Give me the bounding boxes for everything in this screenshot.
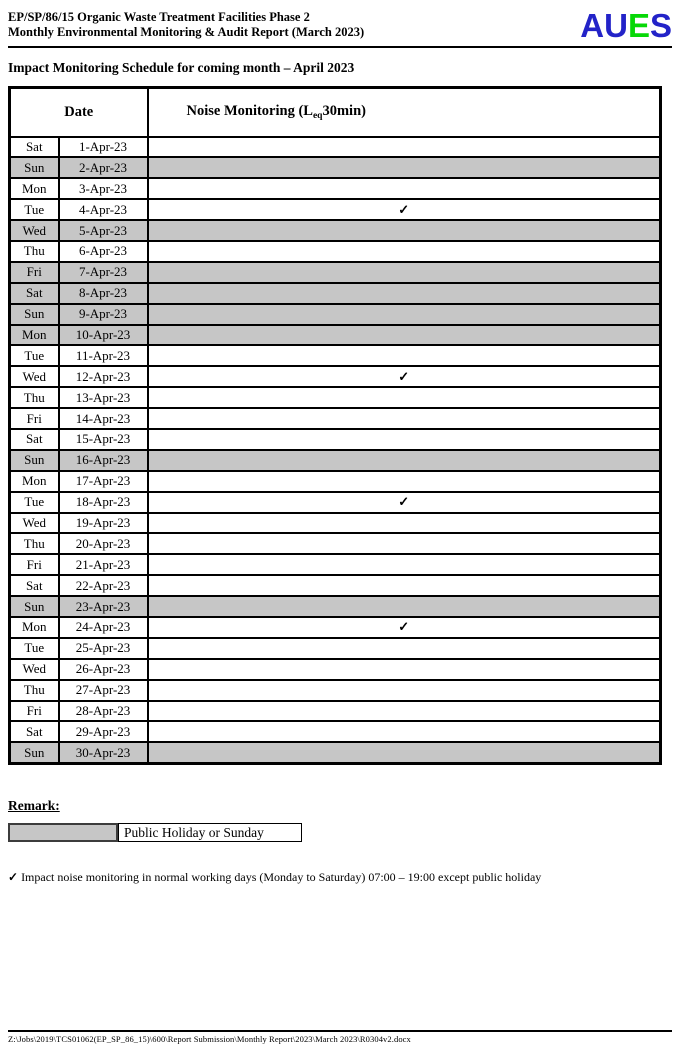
day-cell: Tue [10,345,59,366]
table-row [10,178,661,199]
table-row [10,513,661,534]
noise-cell [148,283,661,304]
table-row [10,220,661,241]
table-row [10,408,661,429]
remark-heading: Remark: [8,797,60,813]
date-cell: 15-Apr-23 [59,429,148,450]
day-cell: Sat [10,137,59,158]
date-cell: 10-Apr-23 [59,325,148,346]
noise-cell [148,554,661,575]
report-header-line2: Monthly Environmental Monitoring & Audit Report (March 2023) [8,25,365,39]
day-cell: Wed [10,513,59,534]
noise-column-header [148,88,661,137]
noise-cell [148,659,661,680]
day-cell: Mon [10,617,59,638]
table-row [10,304,661,325]
day-cell: Sun [10,157,59,178]
logo-letter: A [580,7,605,44]
date-cell: 12-Apr-23 [59,366,148,387]
noise-cell [148,742,661,763]
file-path: Z:\Jobs\2019\TCS01062(EP_SP_86_15)\600\Report Submission\Monthly Report\2023\March 2023\R0304v2.docx [8,1034,411,1044]
table-row [10,429,661,450]
table-row [10,241,661,262]
legend [8,823,672,842]
aues-logo [580,9,672,42]
noise-header-suffix: 30min) [322,103,366,120]
date-cell: 8-Apr-23 [59,283,148,304]
date-cell: 25-Apr-23 [59,638,148,659]
report-header-line1: EP/SP/86/15 Organic Waste Treatment Facilities Phase 2 [8,10,310,24]
day-cell: Mon [10,325,59,346]
date-cell: 2-Apr-23 [59,157,148,178]
date-cell: 18-Apr-23 [59,492,148,513]
date-cell: 5-Apr-23 [59,220,148,241]
date-cell: 9-Apr-23 [59,304,148,325]
day-cell: Fri [10,408,59,429]
noise-cell [148,241,661,262]
day-cell: Thu [10,680,59,701]
day-cell: Thu [10,241,59,262]
table-row [10,533,661,554]
page-title: Impact Monitoring Schedule for coming month – April 2023 [8,60,355,75]
table-row [10,680,661,701]
date-cell: 29-Apr-23 [59,721,148,742]
day-cell: Wed [10,659,59,680]
date-cell: 17-Apr-23 [59,471,148,492]
noise-cell [148,429,661,450]
table-row [10,157,661,178]
table-row [10,554,661,575]
checkmark-icon: ✓ [398,619,410,635]
noise-cell [148,450,661,471]
date-cell: 27-Apr-23 [59,680,148,701]
noise-cell [148,366,661,387]
date-cell: 7-Apr-23 [59,262,148,283]
noise-cell [148,575,661,596]
noise-header-prefix: Noise Monitoring (L [186,103,313,120]
checkmark-icon: ✓ [8,869,19,884]
noise-cell [148,596,661,617]
noise-cell [148,137,661,158]
day-cell: Sun [10,450,59,471]
date-cell: 30-Apr-23 [59,742,148,763]
noise-cell [148,178,661,199]
day-cell: Fri [10,701,59,722]
monitoring-note [8,870,672,885]
table-row [10,283,661,304]
table-row [10,638,661,659]
day-cell: Sat [10,283,59,304]
day-cell: Tue [10,492,59,513]
day-cell: Sat [10,721,59,742]
table-row [10,137,661,158]
table-row [10,387,661,408]
document-header [8,8,672,42]
table-row [10,366,661,387]
day-cell: Sat [10,575,59,596]
monitoring-note-text: Impact noise monitoring in normal working days (Monday to Saturday) 07:00 – 19:00 except public holiday [21,869,542,884]
noise-cell [148,325,661,346]
date-column-header: Date [10,88,148,137]
table-row [10,471,661,492]
day-cell: Tue [10,638,59,659]
day-cell: Sun [10,742,59,763]
noise-cell [148,701,661,722]
report-header-text [8,8,364,40]
checkmark-icon: ✓ [398,368,410,384]
noise-cell [148,408,661,429]
noise-cell [148,199,661,220]
date-cell: 26-Apr-23 [59,659,148,680]
table-row [10,575,661,596]
noise-cell [148,345,661,366]
date-cell: 21-Apr-23 [59,554,148,575]
day-cell: Wed [10,220,59,241]
noise-cell [148,680,661,701]
table-row [10,450,661,471]
date-cell: 28-Apr-23 [59,701,148,722]
noise-cell [148,492,661,513]
day-cell: Fri [10,554,59,575]
noise-header-subscript: eq [312,111,323,122]
day-cell: Tue [10,199,59,220]
table-row [10,617,661,638]
day-cell: Sun [10,596,59,617]
date-cell: 22-Apr-23 [59,575,148,596]
table-row [10,701,661,722]
checkmark-icon: ✓ [398,201,410,217]
date-cell: 13-Apr-23 [59,387,148,408]
day-cell: Sat [10,429,59,450]
day-cell: Fri [10,262,59,283]
date-cell: 4-Apr-23 [59,199,148,220]
table-row [10,262,661,283]
noise-cell [148,721,661,742]
date-cell: 3-Apr-23 [59,178,148,199]
page-footer [8,1030,672,1044]
legend-label: Public Holiday or Sunday [118,823,302,842]
table-row [10,659,661,680]
date-cell: 1-Apr-23 [59,137,148,158]
noise-cell [148,304,661,325]
date-cell: 14-Apr-23 [59,408,148,429]
table-row [10,596,661,617]
noise-cell [148,220,661,241]
table-row [10,742,661,763]
noise-cell [148,617,661,638]
table-row [10,199,661,220]
date-cell: 11-Apr-23 [59,345,148,366]
date-cell: 23-Apr-23 [59,596,148,617]
date-cell: 6-Apr-23 [59,241,148,262]
table-row [10,492,661,513]
monitoring-schedule-table [8,86,662,765]
table-header-row [10,88,661,137]
day-cell: Mon [10,178,59,199]
logo-letter: E [627,7,650,44]
schedule-table-body [10,137,661,764]
legend-shaded-swatch [8,823,118,842]
table-row [10,345,661,366]
noise-cell [148,387,661,408]
day-cell: Sun [10,304,59,325]
date-cell: 16-Apr-23 [59,450,148,471]
day-cell: Wed [10,366,59,387]
logo-letter: U [604,7,628,44]
day-cell: Mon [10,471,59,492]
header-divider [8,46,672,48]
noise-cell [148,262,661,283]
logo-letter: S [649,7,672,44]
date-cell: 19-Apr-23 [59,513,148,534]
checkmark-icon: ✓ [398,494,410,510]
noise-cell [148,533,661,554]
noise-cell [148,157,661,178]
date-cell: 24-Apr-23 [59,617,148,638]
table-row [10,325,661,346]
noise-cell [148,638,661,659]
noise-cell [148,513,661,534]
date-cell: 20-Apr-23 [59,533,148,554]
table-row [10,721,661,742]
noise-cell [148,471,661,492]
day-cell: Thu [10,533,59,554]
day-cell: Thu [10,387,59,408]
